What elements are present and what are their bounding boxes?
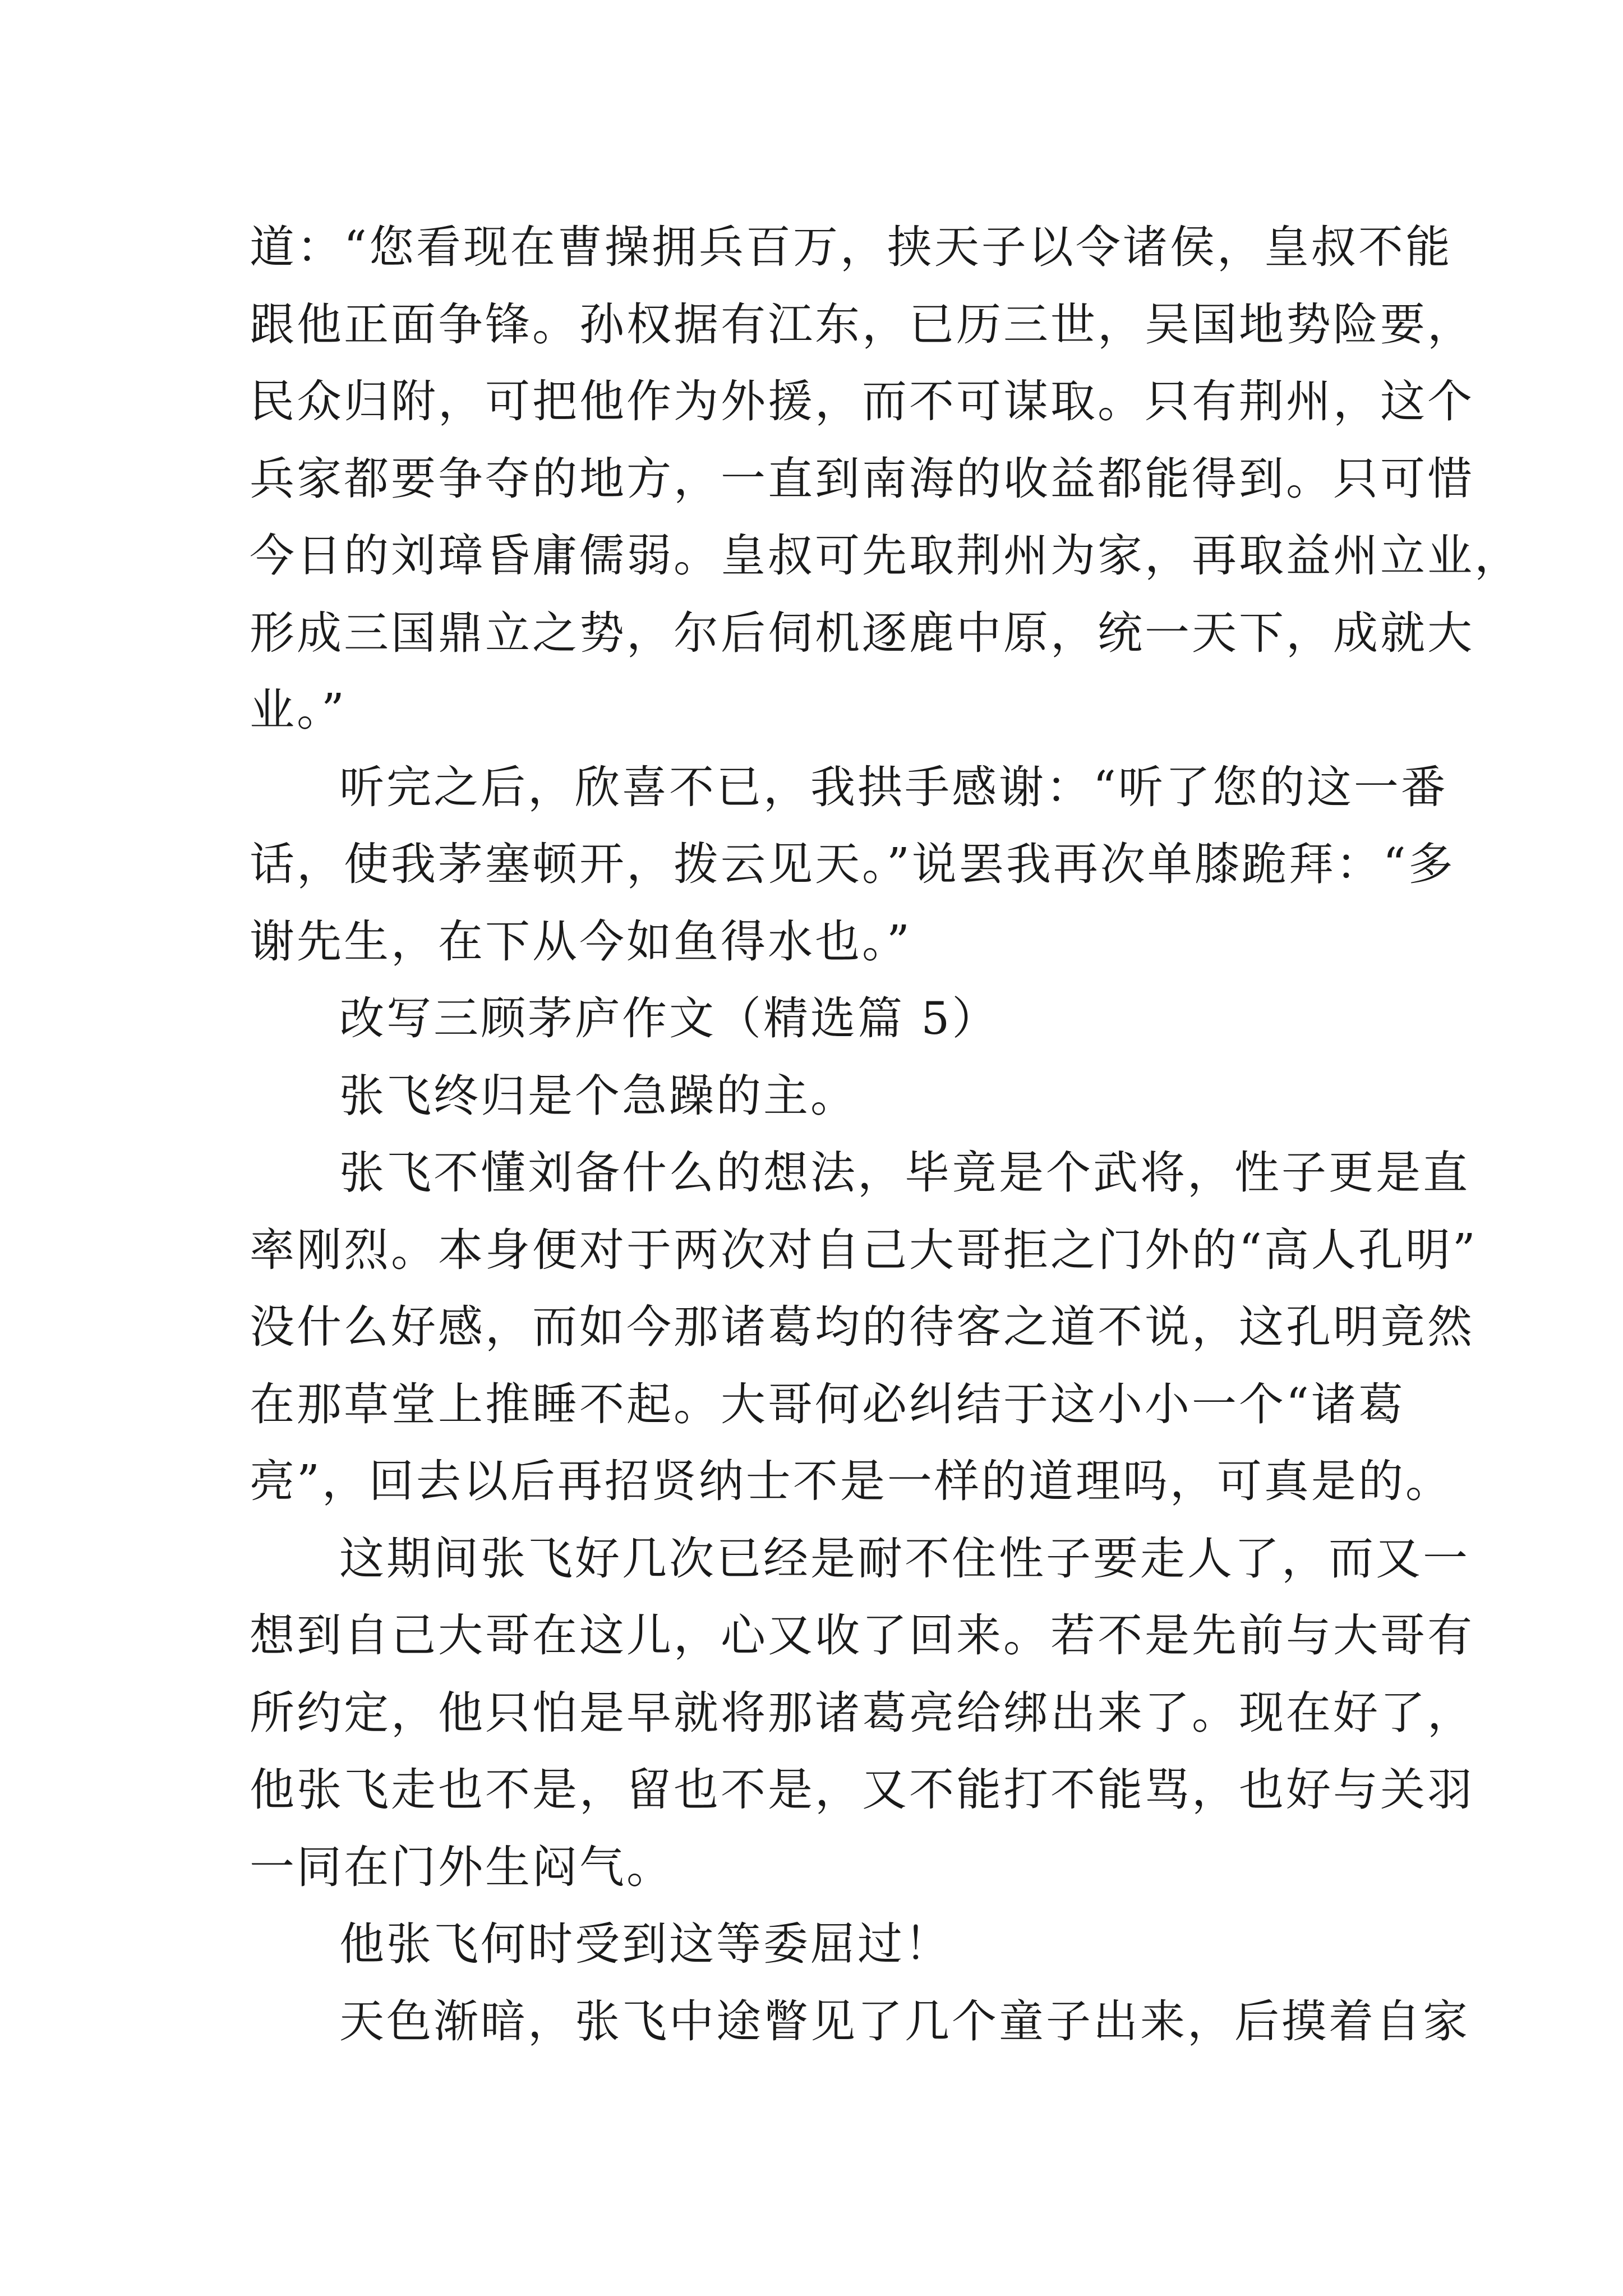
text-line: 一同在门外生闷气。 [250, 1841, 674, 1893]
text-line: 业。” [250, 684, 347, 736]
text-line: 形成三国鼎立之势，尔后伺机逐鹿中原，统一天下，成就大 [250, 606, 1474, 659]
paragraph-start-line: 他张飞何时受到这等委屈过！ [339, 1918, 952, 1970]
section-heading: 改写三顾茅庐作文（精选篇 5） [339, 992, 999, 1045]
paragraph-start-line: 张飞终归是个急躁的主。 [339, 1069, 857, 1122]
paragraph-start-line: 天色渐暗，张飞中途瞥见了几个童子出来，后摸着自家 [339, 1995, 1470, 2047]
text-line: 民众归附，可把他作为外援，而不可谋取。只有荆州，这个 [250, 375, 1474, 427]
text-line: 兵家都要争夺的地方，一直到南海的收益都能得到。只可惜 [250, 452, 1474, 505]
document-body [250, 209, 1521, 2060]
text-line: 跟他正面争锋。孙权据有江东，已历三世，吴国地势险要， [250, 298, 1474, 351]
paragraph-start-line: 听完之后，欣喜不已，我拱手感谢：“听了您的这一番 [339, 761, 1448, 813]
text-line: 谢先生，在下从今如鱼得水也。” [250, 915, 912, 968]
paragraph-start-line: 这期间张飞好几次已经是耐不住性子要走人了，而又一 [339, 1532, 1470, 1585]
text-line: 话，使我茅塞顿开，拨云见天。”说罢我再次单膝跪拜：“多 [250, 838, 1455, 890]
text-line: 他张飞走也不是，留也不是，又不能打不能骂，也好与关羽 [250, 1764, 1474, 1816]
text-line: 所约定，他只怕是早就将那诸葛亮给绑出来了。现在好了， [250, 1686, 1474, 1739]
text-line: 没什么好感，而如今那诸葛均的待客之道不说，这孔明竟然 [250, 1301, 1474, 1353]
text-line: 率刚烈。本身便对于两次对自己大哥拒之门外的“高人孔明” [250, 1223, 1478, 1276]
text-line: 想到自己大哥在这儿，心又收了回来。若不是先前与大哥有 [250, 1609, 1474, 1662]
text-line: 今日的刘璋昏庸儒弱。皇叔可先取荆州为家，再取益州立业， [250, 530, 1521, 582]
text-line: 道：“您看现在曹操拥兵百万，挟天子以令诸侯，皇叔不能 [250, 221, 1453, 273]
text-line: 在那草堂上推睡不起。大哥何必纠结于这小小一个“诸葛 [250, 1378, 1405, 1430]
text-line: 亮”，回去以后再招贤纳士不是一样的道理吗，可真是的。 [250, 1455, 1453, 1507]
paragraph-start-line: 张飞不懂刘备什么的想法，毕竟是个武将，性子更是直 [339, 1147, 1470, 1199]
